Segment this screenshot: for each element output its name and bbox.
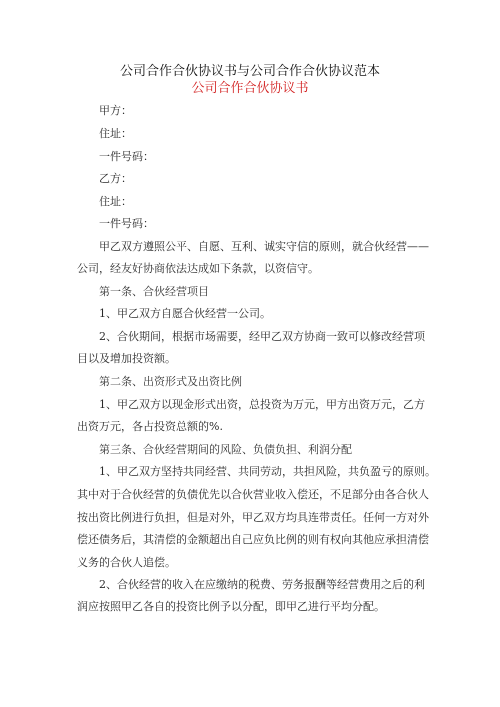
party-b-address: 住址： — [99, 195, 132, 208]
party-a-address: 住址： — [99, 127, 132, 140]
article-2-clause-1-line: 出资万元，各占投资总额的%. — [77, 420, 223, 433]
article-2-title: 第二条、出资形式及出资比例 — [99, 375, 242, 388]
article-1-clause-2-line: 目以及增加投资额。 — [77, 352, 176, 365]
article-3-clause-1-line: 偿还债务后，其清偿的金额超出自己应负比例的则有权向其他应承担清偿 — [77, 533, 429, 546]
party-b-id: 一件号码： — [99, 217, 154, 230]
party-a-label: 甲方： — [99, 104, 132, 117]
article-1-clause-1: 1、甲乙双方自愿合伙经营一公司。 — [99, 307, 271, 320]
intro-paragraph-line: 甲乙双方遵照公平、自愿、互利、诚实守信的原则，就合伙经营—— — [99, 240, 429, 253]
document-subtitle: 公司合作合伙协议书 — [191, 81, 309, 96]
article-3-title: 第三条、合伙经营期间的风险、负债负担、利润分配 — [99, 443, 352, 456]
article-3-clause-1-line: 按出资比例进行负担，但是对外，甲乙双方均具连带责任。任何一方对外 — [77, 511, 429, 524]
article-1-clause-2-line: 2、合伙期间，根据市场需要，经甲乙双方协商一致可以修改经营项 — [99, 330, 425, 343]
article-3-clause-1-line: 1、甲乙双方坚持共同经营、共同劳动，共担风险，共负盈亏的原则。 — [99, 465, 436, 478]
article-3-clause-1-line: 义务的合伙人追偿。 — [77, 556, 176, 569]
party-b-label: 乙方： — [99, 172, 132, 185]
article-3-clause-2-line: 润应按照甲乙各自的投资比例予以分配，即甲乙进行平均分配。 — [77, 600, 385, 613]
intro-paragraph-line: 公司，经友好协商依法达成如下条款，以资信守。 — [77, 262, 319, 275]
article-1-title: 第一条、合伙经营项目 — [99, 285, 209, 298]
article-3-clause-2-line: 2、合伙经营的收入在应缴纳的税费、劳务报酬等经营费用之后的利 — [99, 578, 425, 591]
party-a-id: 一件号码： — [99, 150, 154, 163]
document-title: 公司合作合伙协议书与公司合作合伙协议范本 — [119, 64, 380, 79]
article-3-clause-1-line: 其中对于合伙经营的负债优先以合伙营业收入偿还，不足部分由各合伙人 — [77, 488, 429, 501]
article-2-clause-1-line: 1、甲乙双方以现金形式出资，总投资为万元，甲方出资万元，乙方 — [99, 398, 425, 411]
